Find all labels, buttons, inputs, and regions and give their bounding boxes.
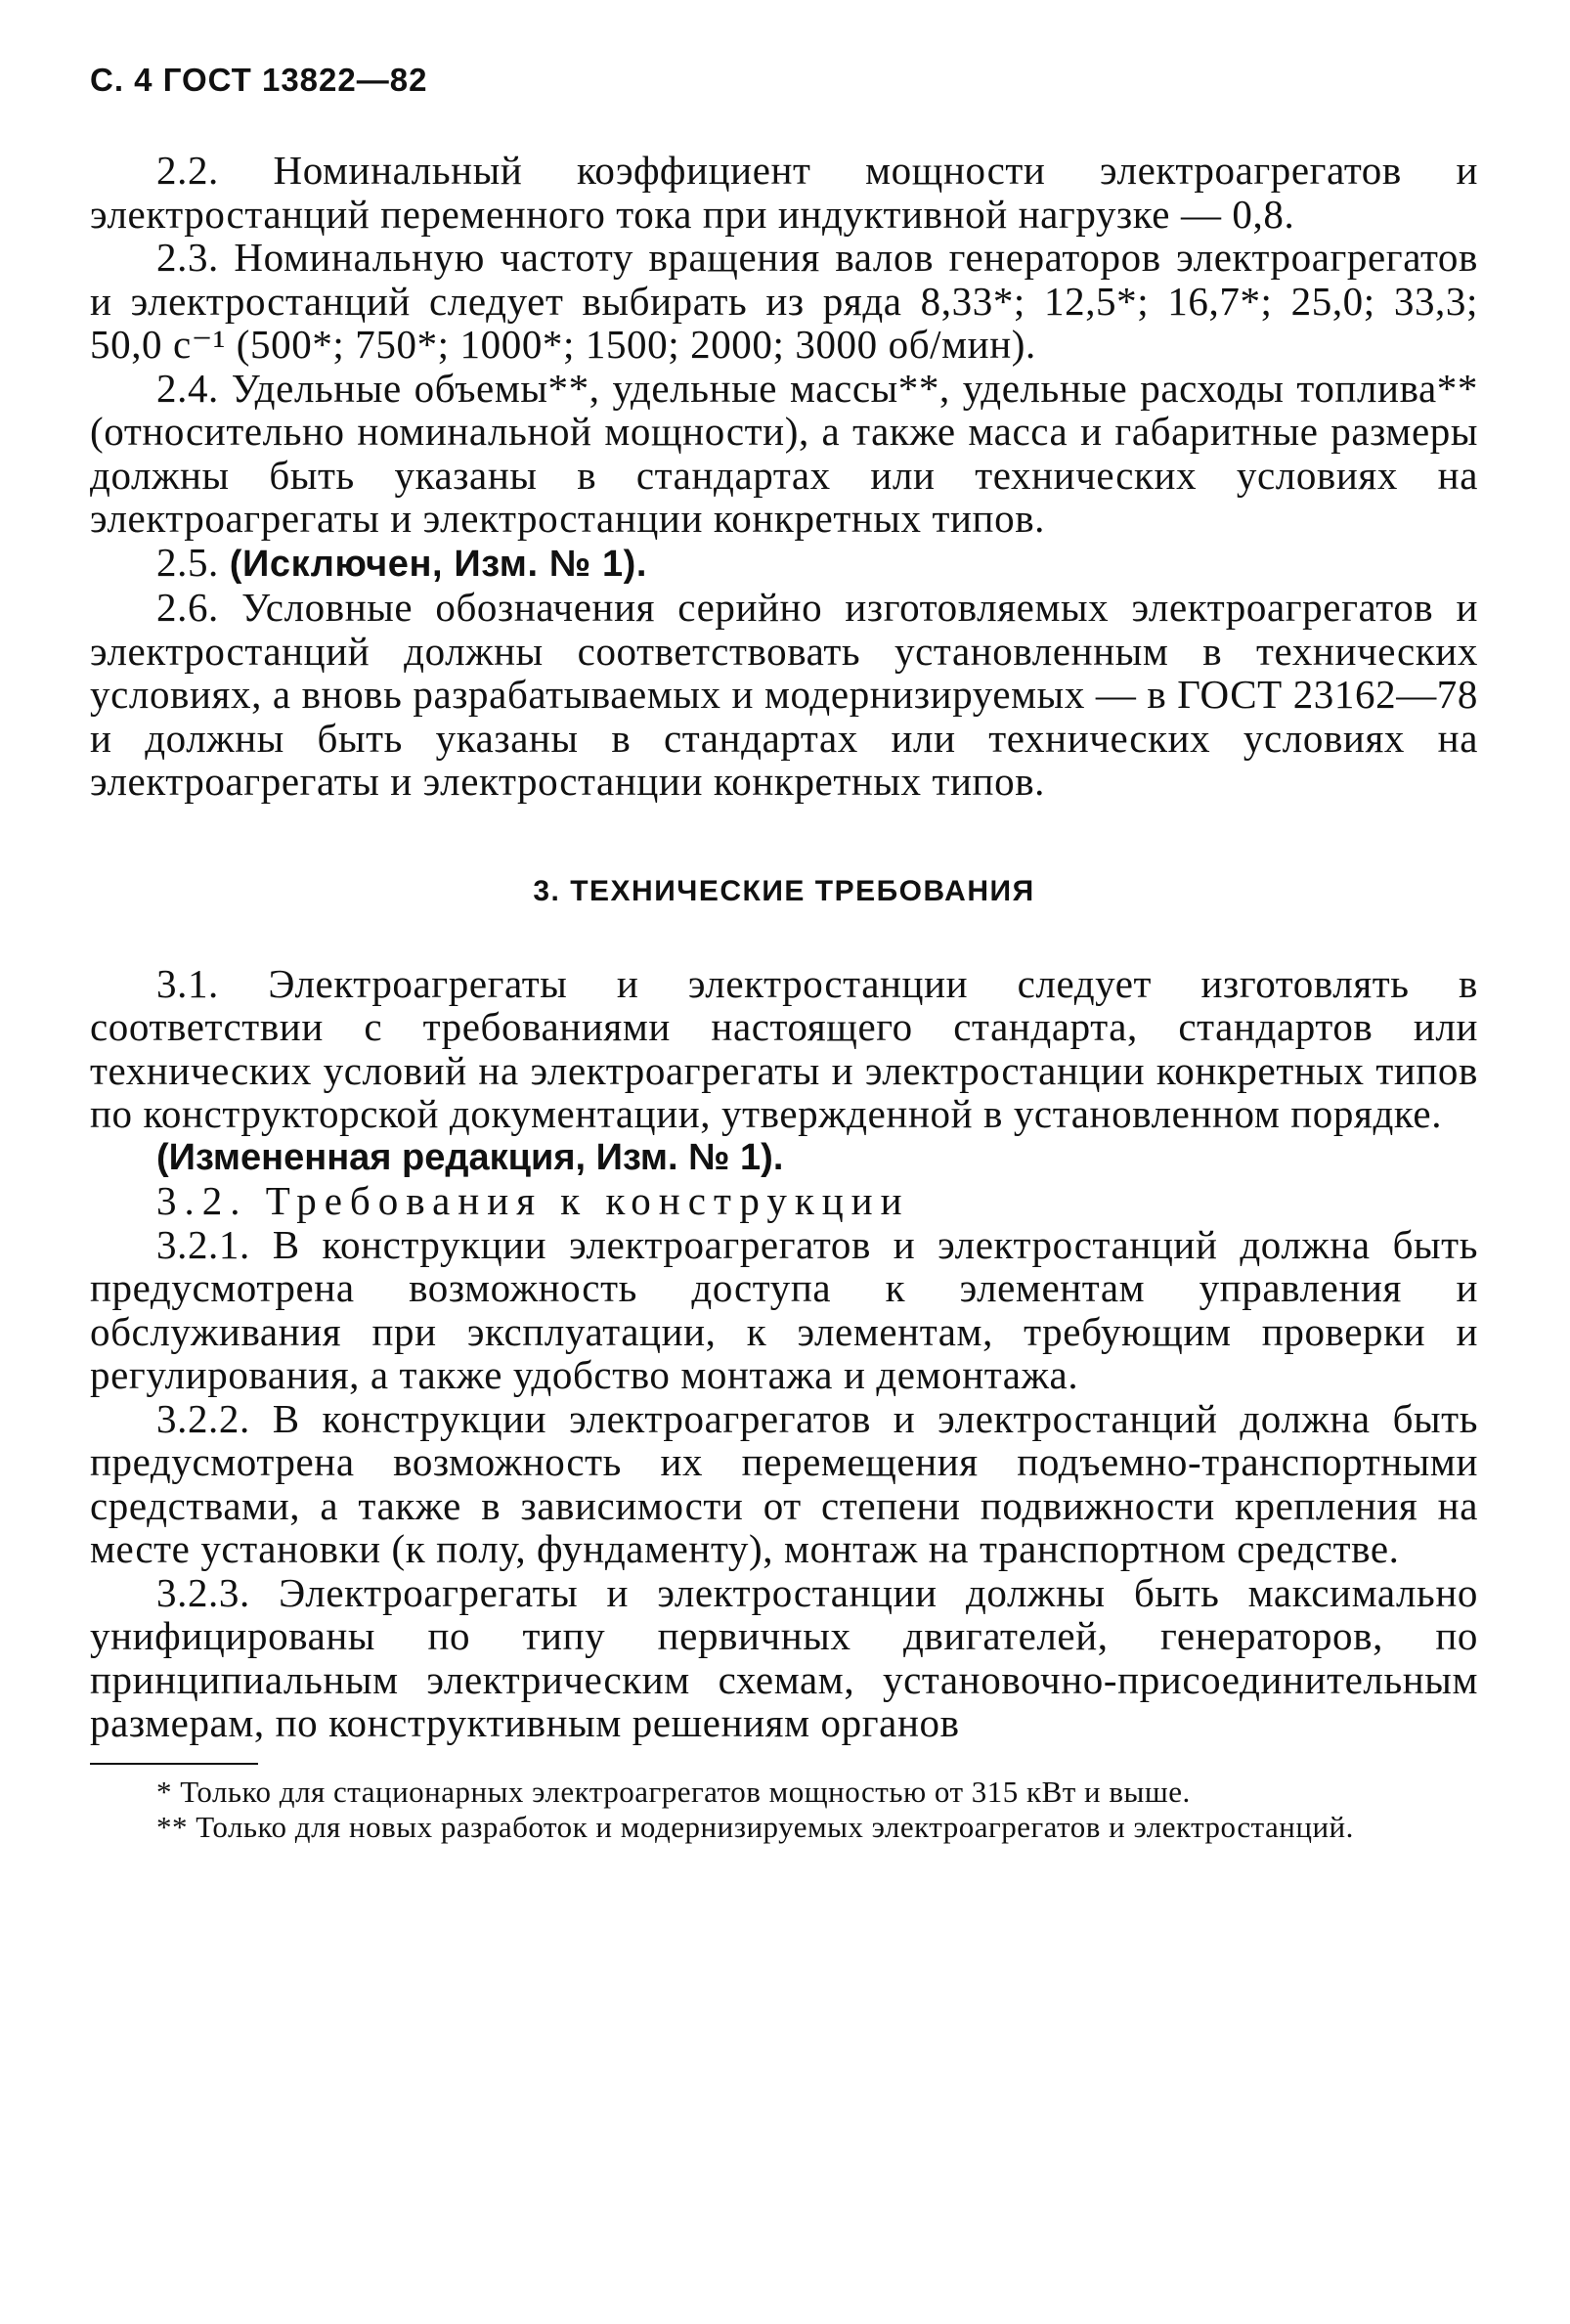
paragraph-3-1: 3.1. Электроагрегаты и электростанции следует изготовлять в соответствии с требованиями настоящего стандарта, стандартов или технических условий на электроагрегаты и электростанции конкретных типов по конструкторской документации, утвержденной в установленном порядке. <box>90 960 1478 1136</box>
paragraph-3-1-amendment-note: (Измененная редакция, Изм. № 1). <box>156 1136 784 1178</box>
paragraph-2-4: 2.4. Удельные объемы**, удельные массы**, удельные расходы топлива** (относительно номинальной мощности), а также масса и габаритные размеры должны быть указаны в стандартах или технических условиях на электроагрегаты и электростанции конкретных типов. <box>90 365 1478 541</box>
paragraph-3-2-3: 3.2.3. Электроагрегаты и электростанции должны быть максимально унифицированы по типу первичных двигателей, генераторов, по принципиальным электрическим схемам, установочно-присоединительным размерам, по конструктивным решениям органов <box>90 1569 1478 1745</box>
paragraph-2-6: 2.6. Условные обозначения серийно изготовляемых электроагрегатов и электростанций должны соответствовать установленным в технических условиях, а вновь разрабатываемых и модернизируемых — в ГОСТ 23162—78 и должны быть указаны в стандартах или технических условиях на электроагрегаты и электростанции конкретных типов. <box>90 585 1478 804</box>
footnote-divider <box>90 1763 258 1765</box>
running-header: С. 4 ГОСТ 13822—82 <box>90 62 428 98</box>
paragraph-2-5 <box>90 541 1478 587</box>
footnote-2: ** Только для новых разработок и модернизируемых электроагрегатов и электростанций. <box>156 1809 1354 1844</box>
footnote-1: * Только для стационарных электроагрегатов мощностью от 315 кВт и выше. <box>156 1774 1191 1809</box>
paragraph-3-2-title: 3.2. Требования к конструкции <box>156 1178 910 1223</box>
document-page <box>90 61 1478 1845</box>
paragraph-2-2: 2.2. Номинальный коэффициент мощности электроагрегатов и электростанций переменного тока при индуктивной нагрузке — 0,8. <box>90 148 1478 237</box>
paragraph-2-5-text: (Исключен, Изм. № 1). <box>229 543 648 585</box>
section-3-heading: 3. ТЕХНИЧЕСКИЕ ТРЕБОВАНИЯ <box>533 874 1035 907</box>
paragraph-2-3: 2.3. Номинальную частоту вращения валов генераторов электроагрегатов и электростанций следует выбирать из ряда 8,33*; 12,5*; 16,7*; 25,0; 33,3; 50,0 с⁻¹ (500*; 750*; 1000*; 1500; 2000; 3000 об/мин). <box>90 235 1478 367</box>
paragraph-3-2-2: 3.2.2. В конструкции электроагрегатов и электростанций должна быть предусмотрена возможность их перемещения подъемно-транспортными средствами, а также в зависимости от степени подвижности крепления на месте установки (к полу, фундаменту), монтаж на транспортном средстве. <box>90 1395 1478 1571</box>
paragraph-2-5-number: 2.5. <box>156 539 230 585</box>
paragraph-3-2-1: 3.2.1. В конструкции электроагрегатов и электростанций должна быть предусмотрена возможность доступа к элементам управления и обслуживания при эксплуатации, к элементам, требующим проверки и регулирования, а также удобство монтажа и демонтажа. <box>90 1221 1478 1397</box>
